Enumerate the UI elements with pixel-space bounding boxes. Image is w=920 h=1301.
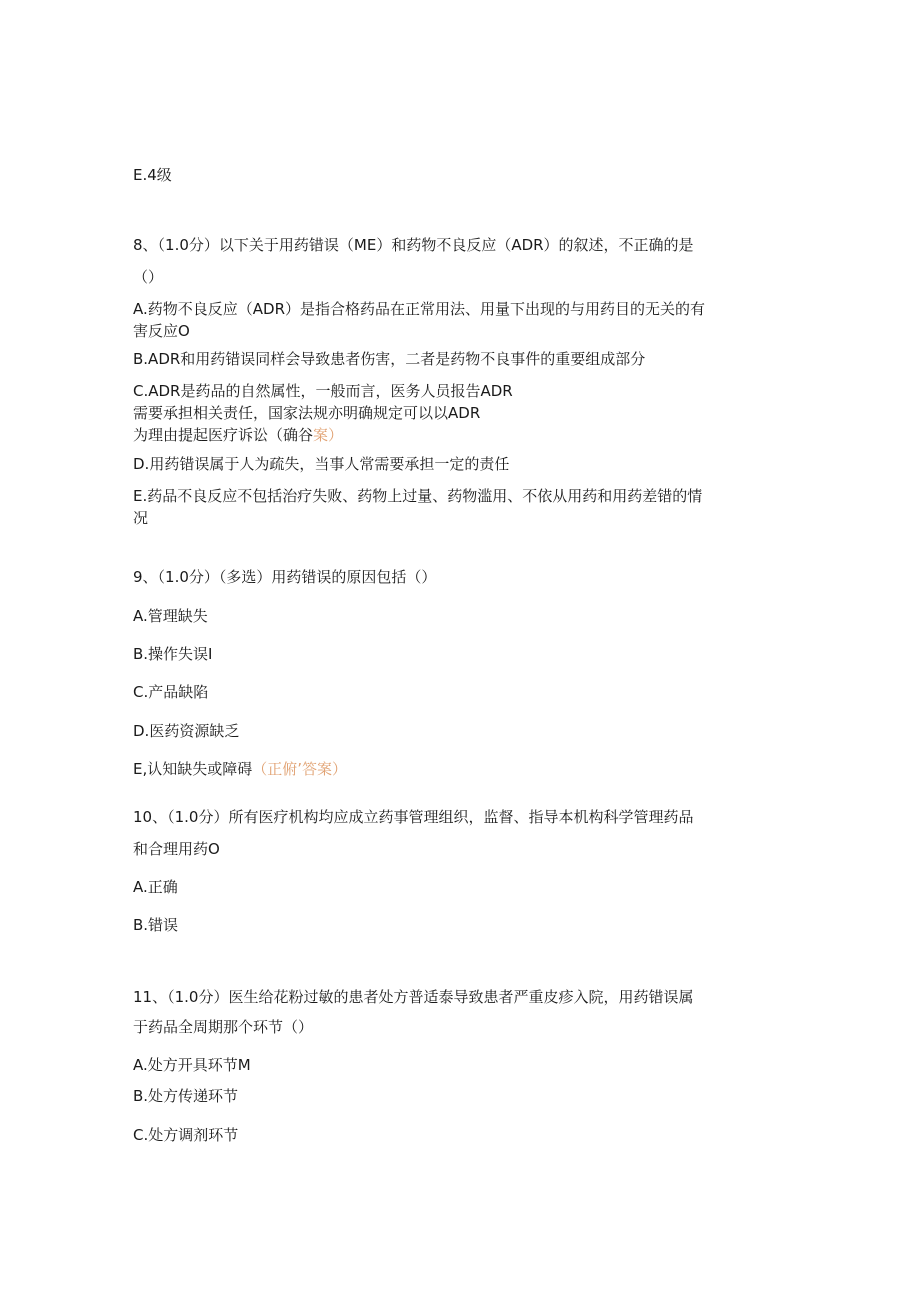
q8-option-c-line-1: C.ADR是药品的自然属性，一般而言，医务人员报告ADR	[133, 382, 513, 400]
q9-option-d: D.医药资源缺乏	[133, 722, 240, 740]
q8-option-d: D.用药错误属于人为疏失，当事人常需要承担一定的责任	[133, 455, 510, 473]
q11-stem-line-2: 于药品全周期那个环节（）	[133, 1018, 314, 1036]
q9-stem: 9、（1.0分）（多选）用药错误的原因包括（）	[133, 568, 437, 586]
q11-option-a: A.处方开具环节M	[133, 1056, 251, 1074]
q10-option-b: B.错误	[133, 916, 179, 934]
q8-option-a-line-1: A.药物不良反应（ADR）是指合格药品在正常用法、用量下出现的与用药目的无关的有	[133, 300, 706, 318]
q9-option-b: B.操作失误I	[133, 645, 213, 663]
q9-option-a: A.管理缺失	[133, 607, 208, 625]
answer-mark: 案）	[313, 426, 344, 444]
q10-stem-line-1: 10、（1.0分）所有医疗机构均应成立药事管理组织，监督、指导本机构科学管理药品	[133, 808, 694, 826]
q8-option-e-line-1: E.药品不良反应不包括治疗失败、药物上过量、药物滥用、不依从用药和用药差错的情	[133, 487, 703, 505]
q9-option-e	[133, 758, 347, 780]
q8-option-e-line-2: 况	[133, 509, 149, 527]
q11-stem-line-1: 11、（1.0分）医生给花粉过敏的患者处方普适泰导致患者严重皮疹入院，用药错误属	[133, 988, 694, 1006]
q8-stem-line-1: 8、（1.0分）以下关于用药错误（ME）和药物不良反应（ADR）的叙述，不正确的是	[133, 236, 694, 254]
q9-option-c: C.产品缺陷	[133, 683, 209, 701]
q11-option-c: C.处方调剂环节	[133, 1126, 239, 1144]
q10-stem-line-2: 和合理用药O	[133, 840, 220, 858]
q8-option-c-line-3	[133, 424, 343, 446]
q8-option-a-line-2: 害反应O	[133, 322, 190, 340]
q9-option-e-text: E,认知缺失或障碍	[133, 760, 253, 778]
q10-option-a: A.正确	[133, 878, 178, 896]
answer-mark: （正俯’答案）	[252, 760, 348, 778]
q8-option-c-text: 为理由提起医疗诉讼（确谷	[133, 426, 314, 444]
q8-stem-line-2: （）	[133, 268, 164, 286]
q8-option-b: B.ADR和用药错误同样会导致患者伤害，二者是药物不良事件的重要组成部分	[133, 350, 646, 368]
q8-option-c-line-2: 需要承担相关责任，国家法规亦明确规定可以以ADR	[133, 404, 481, 422]
q11-option-b: B.处方传递环节	[133, 1087, 239, 1105]
q7-option-e: E.4级	[133, 166, 172, 184]
